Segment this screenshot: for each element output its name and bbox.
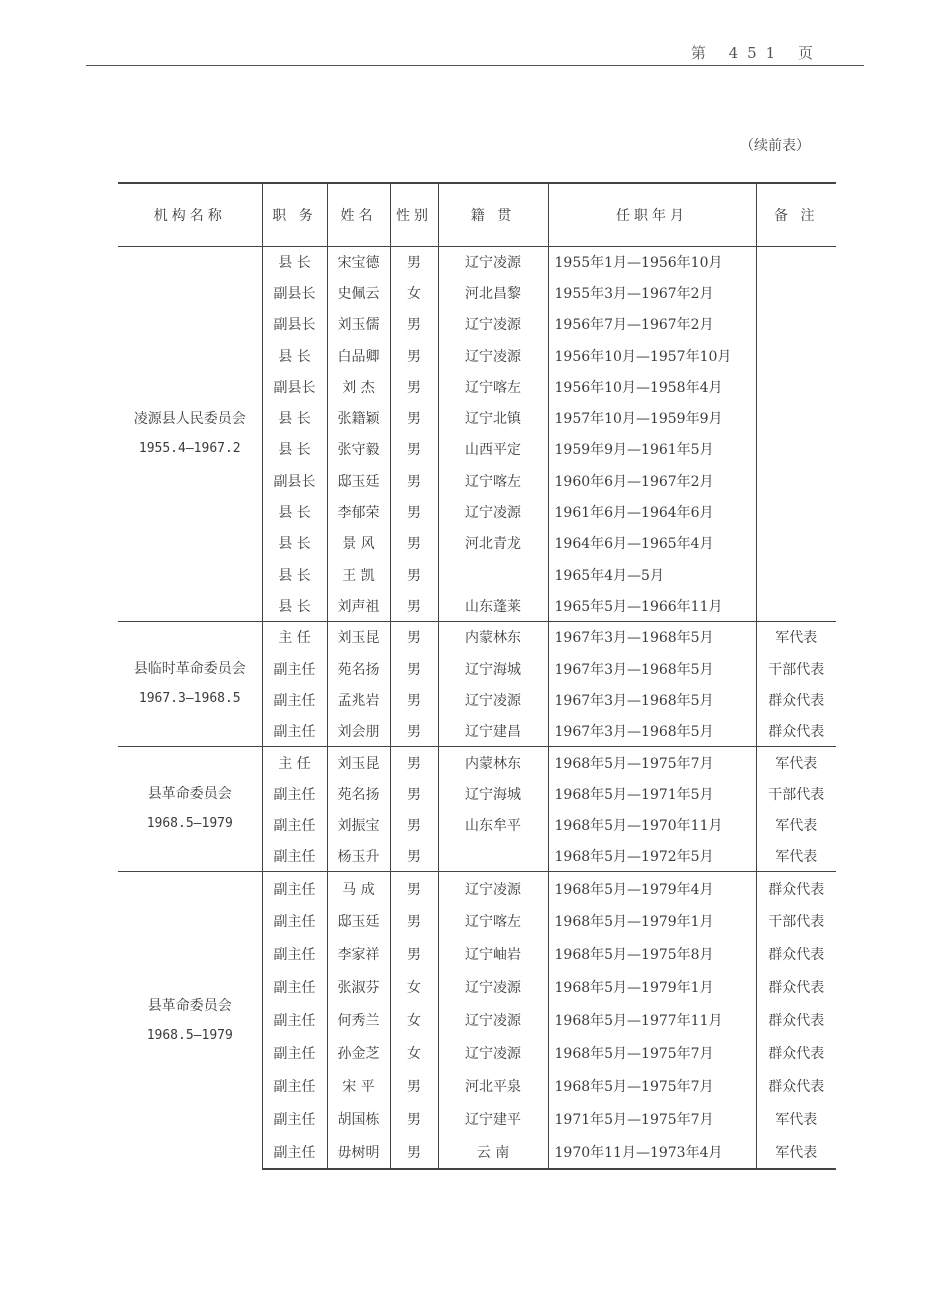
note-cell: 群众代表	[768, 1013, 825, 1030]
note-cell: 群众代表	[768, 692, 825, 709]
sex-cell: 男	[390, 938, 438, 971]
sex-cell: 男	[390, 684, 438, 715]
name-cell: 史佩云	[327, 277, 390, 308]
name-cell: 刘会朋	[327, 715, 390, 746]
term-cell: 1961年6月—1964年6月	[548, 496, 756, 527]
term-cell: 1967年3月—1968年5月	[548, 684, 756, 715]
name-cell: 胡国栋	[327, 1103, 390, 1136]
group-revolutionary-committee-a	[118, 747, 836, 872]
term-cell: 1968年5月—1977年11月	[548, 1004, 756, 1037]
native-cell: 辽宁喀左	[438, 905, 548, 938]
header-native: 籍 贯	[438, 183, 548, 246]
note-cell	[756, 465, 836, 496]
term-cell: 1955年1月—1956年10月	[548, 246, 756, 277]
term-cell: 1968年5月—1979年1月	[548, 905, 756, 938]
sex-cell: 女	[390, 1004, 438, 1037]
term-cell: 1968年5月—1975年7月	[548, 747, 756, 778]
org-period: 1967.3—1968.5	[138, 691, 241, 707]
note-cell: 干部代表	[768, 786, 825, 803]
sex-cell: 男	[390, 905, 438, 938]
note-cell	[756, 246, 836, 277]
header-term: 任职年月	[548, 183, 756, 246]
note-cell: 军代表	[775, 849, 818, 866]
sex-cell: 男	[390, 1103, 438, 1136]
term-cell: 1957年10月—1959年9月	[548, 402, 756, 433]
sex-cell: 男	[390, 434, 438, 465]
term-cell: 1968年5月—1979年1月	[548, 971, 756, 1004]
duty-cell: 县 长	[262, 528, 327, 559]
name-cell: 刘玉昆	[327, 747, 390, 778]
sex-cell: 男	[390, 622, 438, 653]
name-cell: 张籍颖	[327, 402, 390, 433]
name-cell: 张淑芬	[327, 971, 390, 1004]
org-name: 县革命委员会	[147, 786, 232, 803]
duty-cell: 县 长	[262, 496, 327, 527]
name-cell: 景 风	[327, 528, 390, 559]
duty-cell: 副县长	[262, 277, 327, 308]
note-cell: 干部代表	[768, 914, 825, 931]
name-cell: 毋树明	[327, 1136, 390, 1169]
native-cell	[438, 841, 548, 872]
native-cell: 辽宁北镇	[438, 402, 548, 433]
name-cell: 王 凯	[327, 559, 390, 590]
note-cell: 群众代表	[768, 1046, 825, 1063]
native-cell: 辽宁喀左	[438, 371, 548, 402]
name-cell: 白品卿	[327, 340, 390, 371]
native-cell	[438, 559, 548, 590]
org-period: 1955.4—1967.2	[138, 440, 241, 456]
header-name: 姓名	[327, 183, 390, 246]
term-cell: 1967年3月—1968年5月	[548, 653, 756, 684]
native-cell: 河北昌黎	[438, 277, 548, 308]
header-rule	[86, 65, 864, 66]
duty-cell: 副主任	[262, 1070, 327, 1103]
term-cell: 1968年5月—1975年7月	[548, 1070, 756, 1103]
note-cell: 干部代表	[768, 661, 825, 678]
header-duty: 职 务	[262, 183, 327, 246]
sex-cell: 男	[390, 246, 438, 277]
term-cell: 1959年9月—1961年5月	[548, 434, 756, 465]
org-cell	[118, 246, 262, 622]
sex-cell: 男	[390, 371, 438, 402]
note-cell: 群众代表	[768, 723, 825, 740]
native-cell: 辽宁凌源	[438, 1004, 548, 1037]
note-cell	[756, 402, 836, 433]
native-cell: 云 南	[438, 1136, 548, 1169]
duty-cell: 主 任	[262, 622, 327, 653]
native-cell: 辽宁凌源	[438, 872, 548, 905]
term-cell: 1967年3月—1968年5月	[548, 622, 756, 653]
name-cell: 孟兆岩	[327, 684, 390, 715]
duty-cell: 县 长	[262, 559, 327, 590]
note-cell	[756, 434, 836, 465]
sex-cell: 男	[390, 528, 438, 559]
native-cell: 辽宁建平	[438, 1103, 548, 1136]
group-provisional-revolutionary-committee	[118, 622, 836, 747]
sex-cell: 男	[390, 778, 438, 809]
native-cell: 辽宁岫岩	[438, 938, 548, 971]
term-cell: 1965年5月—1966年11月	[548, 590, 756, 621]
native-cell: 辽宁喀左	[438, 465, 548, 496]
duty-cell: 县 长	[262, 340, 327, 371]
note-cell	[756, 340, 836, 371]
org-name: 县革命委员会	[147, 997, 232, 1014]
term-cell: 1968年5月—1972年5月	[548, 841, 756, 872]
native-cell: 辽宁凌源	[438, 971, 548, 1004]
term-cell: 1968年5月—1979年4月	[548, 872, 756, 905]
term-cell: 1964年6月—1965年4月	[548, 528, 756, 559]
term-cell: 1956年10月—1957年10月	[548, 340, 756, 371]
duty-cell: 副县长	[262, 309, 327, 340]
note-cell	[756, 277, 836, 308]
note-cell: 群众代表	[756, 872, 836, 905]
note-cell	[756, 559, 836, 590]
page-number: 第 451 页	[690, 44, 822, 62]
header-note: 备 注	[756, 183, 836, 246]
sex-cell: 男	[390, 496, 438, 527]
org-period: 1968.5—1979	[146, 1027, 233, 1043]
note-cell: 群众代表	[768, 980, 825, 997]
officials-table	[118, 182, 836, 1170]
duty-cell: 副主任	[262, 872, 327, 905]
native-cell: 辽宁凌源	[438, 684, 548, 715]
sex-cell: 女	[390, 971, 438, 1004]
duty-cell: 副主任	[262, 715, 327, 746]
sex-cell: 男	[390, 715, 438, 746]
native-cell: 辽宁凌源	[438, 340, 548, 371]
name-cell: 杨玉升	[327, 841, 390, 872]
org-name: 县临时革命委员会	[133, 661, 246, 678]
duty-cell: 副主任	[262, 841, 327, 872]
duty-cell: 副主任	[262, 1004, 327, 1037]
note-cell: 军代表	[775, 817, 818, 834]
duty-cell: 县 长	[262, 246, 327, 277]
name-cell: 刘 杰	[327, 371, 390, 402]
sex-cell: 男	[390, 309, 438, 340]
native-cell: 内蒙林东	[438, 747, 548, 778]
table-row	[118, 246, 836, 277]
duty-cell: 县 长	[262, 402, 327, 433]
name-cell: 宋 平	[327, 1070, 390, 1103]
note-cell	[756, 590, 836, 621]
header-org: 机构名称	[118, 183, 262, 246]
org-cell	[118, 622, 262, 747]
continued-label: （续前表）	[740, 138, 810, 154]
native-cell: 山东蓬莱	[438, 590, 548, 621]
term-cell: 1960年6月—1967年2月	[548, 465, 756, 496]
duty-cell: 副主任	[262, 905, 327, 938]
sex-cell: 男	[390, 559, 438, 590]
note-cell	[756, 309, 836, 340]
duty-cell: 县 长	[262, 590, 327, 621]
org-cell	[118, 747, 262, 872]
native-cell: 辽宁凌源	[438, 246, 548, 277]
native-cell: 辽宁建昌	[438, 715, 548, 746]
org-period: 1968.5—1979	[146, 816, 233, 832]
sex-cell: 男	[390, 1070, 438, 1103]
sex-cell: 男	[390, 465, 438, 496]
duty-cell: 主 任	[262, 747, 327, 778]
duty-cell: 副主任	[262, 971, 327, 1004]
note-cell	[756, 528, 836, 559]
header-sex: 性别	[390, 183, 438, 246]
sex-cell: 男	[390, 653, 438, 684]
name-cell: 刘振宝	[327, 809, 390, 840]
name-cell: 孙金芝	[327, 1037, 390, 1070]
note-cell	[756, 496, 836, 527]
note-cell	[756, 371, 836, 402]
sex-cell: 男	[390, 809, 438, 840]
native-cell: 辽宁凌源	[438, 1037, 548, 1070]
name-cell: 邸玉廷	[327, 905, 390, 938]
table-row	[118, 747, 836, 778]
name-cell: 李郁荣	[327, 496, 390, 527]
name-cell: 刘玉儒	[327, 309, 390, 340]
term-cell: 1955年3月—1967年2月	[548, 277, 756, 308]
duty-cell: 副主任	[262, 653, 327, 684]
duty-cell: 副主任	[262, 938, 327, 971]
name-cell: 何秀兰	[327, 1004, 390, 1037]
native-cell: 河北平泉	[438, 1070, 548, 1103]
sex-cell: 男	[390, 402, 438, 433]
name-cell: 宋宝德	[327, 246, 390, 277]
term-cell: 1971年5月—1975年7月	[548, 1103, 756, 1136]
native-cell: 辽宁凌源	[438, 309, 548, 340]
term-cell: 1970年11月—1973年4月	[548, 1136, 756, 1169]
native-cell: 辽宁凌源	[438, 496, 548, 527]
table-row	[118, 622, 836, 653]
name-cell: 张守毅	[327, 434, 390, 465]
term-cell: 1956年10月—1958年4月	[548, 371, 756, 402]
name-cell: 李家祥	[327, 938, 390, 971]
sex-cell: 男	[390, 841, 438, 872]
note-cell: 军代表	[775, 1112, 818, 1129]
duty-cell: 副主任	[262, 778, 327, 809]
note-cell: 群众代表	[768, 1079, 825, 1096]
name-cell: 邸玉廷	[327, 465, 390, 496]
sex-cell: 男	[390, 590, 438, 621]
native-cell: 河北青龙	[438, 528, 548, 559]
name-cell: 刘声祖	[327, 590, 390, 621]
name-cell: 苑名扬	[327, 778, 390, 809]
duty-cell: 副主任	[262, 684, 327, 715]
sex-cell: 男	[390, 747, 438, 778]
sex-cell: 男	[390, 340, 438, 371]
term-cell: 1956年7月—1967年2月	[548, 309, 756, 340]
group-people-committee	[118, 246, 836, 622]
term-cell: 1968年5月—1975年7月	[548, 1037, 756, 1070]
term-cell: 1967年3月—1968年5月	[548, 715, 756, 746]
term-cell: 1968年5月—1975年8月	[548, 938, 756, 971]
duty-cell: 副主任	[262, 1103, 327, 1136]
term-cell: 1965年4月—5月	[548, 559, 756, 590]
group-revolutionary-committee-b	[118, 872, 836, 1169]
term-cell: 1968年5月—1970年11月	[548, 809, 756, 840]
header-row	[118, 183, 836, 246]
native-cell: 山西平定	[438, 434, 548, 465]
sex-cell: 女	[390, 277, 438, 308]
note-cell: 群众代表	[768, 947, 825, 964]
term-cell: 1968年5月—1971年5月	[548, 778, 756, 809]
sex-cell: 女	[390, 1037, 438, 1070]
duty-cell: 副主任	[262, 1037, 327, 1070]
duty-cell: 副县长	[262, 371, 327, 402]
note-cell: 军代表	[756, 622, 836, 653]
native-cell: 内蒙林东	[438, 622, 548, 653]
note-cell: 军代表	[756, 1136, 836, 1169]
name-cell: 刘玉昆	[327, 622, 390, 653]
duty-cell: 副主任	[262, 809, 327, 840]
sex-cell: 男	[390, 872, 438, 905]
name-cell: 苑名扬	[327, 653, 390, 684]
org-cell	[118, 872, 262, 1169]
native-cell: 山东牟平	[438, 809, 548, 840]
sex-cell: 男	[390, 1136, 438, 1169]
duty-cell: 副县长	[262, 465, 327, 496]
org-name: 凌源县人民委员会	[133, 410, 246, 427]
duty-cell: 县 长	[262, 434, 327, 465]
duty-cell: 副主任	[262, 1136, 327, 1169]
name-cell: 马 成	[327, 872, 390, 905]
note-cell: 军代表	[756, 747, 836, 778]
native-cell: 辽宁海城	[438, 778, 548, 809]
native-cell: 辽宁海城	[438, 653, 548, 684]
table-row	[118, 872, 836, 905]
